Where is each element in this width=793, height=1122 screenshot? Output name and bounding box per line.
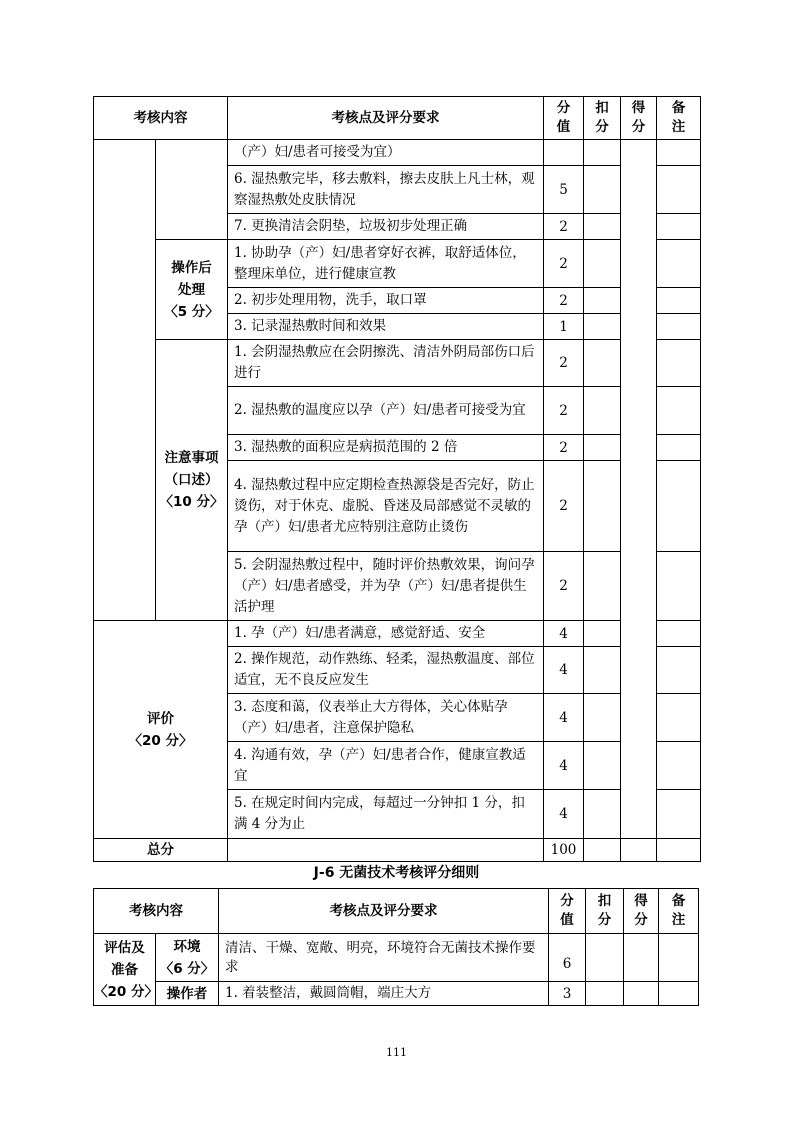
header-remark: 备 注 xyxy=(657,97,701,140)
remark-cell xyxy=(659,982,699,1006)
deduct-cell xyxy=(586,982,624,1006)
table-row xyxy=(94,621,701,647)
deduct-cell xyxy=(584,288,621,314)
requirement-text: 1. 会阴湿热敷应在会阴擦洗、清洁外阴局部伤口后进行 xyxy=(228,340,544,387)
remark-cell xyxy=(657,214,701,240)
deduct-cell xyxy=(584,340,621,387)
requirement-text: 3. 湿热敷的面积应是病损范围的 2 倍 xyxy=(228,435,544,461)
remark-cell xyxy=(657,166,701,214)
header-content: 考核内容 xyxy=(94,889,219,934)
requirement-text: 6. 湿热敷完毕，移去敷料，擦去皮肤上凡士林，观察湿热敷处皮肤情况 xyxy=(228,166,544,214)
value-cell: 3 xyxy=(549,982,586,1006)
requirement-text: 2. 操作规范，动作熟练、轻柔，湿热敷温度、部位适宜，无不良反应发生 xyxy=(228,647,544,694)
total-empty-cell xyxy=(228,839,544,862)
score-cell xyxy=(624,982,659,1006)
total-deduct-cell xyxy=(584,839,621,862)
subcategory-cell-continued xyxy=(156,140,228,240)
deduct-cell xyxy=(586,934,624,982)
total-remark-cell xyxy=(657,839,701,862)
deduct-cell xyxy=(584,314,621,340)
requirement-text: 4. 湿热敷过程中应定期检查热源袋是否完好，防止烫伤，对于休克、虚脱、昏迷及局部感觉不灵敏的孕（产）妇/患者尤应特别注意防止烫伤 xyxy=(228,461,544,552)
value-cell: 4 xyxy=(544,621,584,647)
scoring-table xyxy=(93,96,701,862)
category-evaluation: 评价 〈20 分〉 xyxy=(94,621,228,839)
table-header-row xyxy=(94,97,701,140)
remark-cell xyxy=(657,790,701,839)
requirement-text: 1. 孕（产）妇/患者满意，感觉舒适、安全 xyxy=(228,621,544,647)
score-cell xyxy=(621,140,657,839)
requirement-text: 清洁、干燥、宽敞、明亮，环境符合无菌技术操作要求 xyxy=(219,934,549,982)
total-label: 总分 xyxy=(94,839,228,862)
header-deduct: 扣 分 xyxy=(584,97,621,140)
table-row xyxy=(94,934,699,982)
deduct-cell xyxy=(584,552,621,621)
value-cell: 2 xyxy=(544,461,584,552)
value-cell: 4 xyxy=(544,694,584,742)
value-cell: 4 xyxy=(544,647,584,694)
deduct-cell xyxy=(584,387,621,435)
value-cell: 2 xyxy=(544,240,584,288)
header-deduct: 扣 分 xyxy=(586,889,624,934)
header-score: 得 分 xyxy=(624,889,659,934)
requirement-text: 7. 更换清洁会阴垫，垃圾初步处理正确 xyxy=(228,214,544,240)
table-row xyxy=(94,982,699,1006)
header-remark: 备 注 xyxy=(659,889,699,934)
scoring-table-sterile xyxy=(93,888,699,1006)
remark-cell xyxy=(657,240,701,288)
requirement-text: 2. 湿热敷的温度应以孕（产）妇/患者可接受为宜 xyxy=(228,387,544,435)
deduct-cell xyxy=(584,461,621,552)
header-value: 分 值 xyxy=(544,97,584,140)
score-cell xyxy=(624,934,659,982)
remark-cell xyxy=(657,340,701,387)
deduct-cell xyxy=(584,790,621,839)
requirement-text: 3. 态度和蔼，仪表举止大方得体，关心体贴孕（产）妇/患者，注意保护隐私 xyxy=(228,694,544,742)
remark-cell xyxy=(657,288,701,314)
remark-cell xyxy=(657,621,701,647)
remark-cell xyxy=(657,694,701,742)
value-cell: 2 xyxy=(544,435,584,461)
header-content: 考核内容 xyxy=(94,97,228,140)
value-cell: 2 xyxy=(544,288,584,314)
total-score-cell xyxy=(621,839,657,862)
subcategory-after-operation: 操作后 处理 〈5 分〉 xyxy=(156,240,228,340)
requirement-text: 3. 记录湿热敷时间和效果 xyxy=(228,314,544,340)
subcategory-operator: 操作者 xyxy=(156,982,219,1006)
deduct-cell xyxy=(584,214,621,240)
deduct-cell xyxy=(584,166,621,214)
subcategory-notes: 注意事项 （口述） 〈10 分〉 xyxy=(156,340,228,621)
remark-cell xyxy=(657,435,701,461)
remark-cell xyxy=(659,934,699,982)
value-cell: 5 xyxy=(544,166,584,214)
header-points: 考核点及评分要求 xyxy=(228,97,544,140)
category-cell-continued xyxy=(94,140,156,621)
remark-cell xyxy=(657,387,701,435)
value-cell: 2 xyxy=(544,214,584,240)
page-number: 111 xyxy=(386,1046,407,1059)
total-value: 100 xyxy=(544,839,584,862)
table-row xyxy=(94,140,701,166)
deduct-cell xyxy=(584,647,621,694)
remark-cell xyxy=(657,140,701,166)
remark-cell xyxy=(657,552,701,621)
remark-cell xyxy=(657,647,701,694)
deduct-cell xyxy=(584,621,621,647)
section-title: J-6 无菌技术考核评分细则 xyxy=(313,865,480,881)
value-cell: 2 xyxy=(544,340,584,387)
requirement-text: 1. 协助孕（产）妇/患者穿好衣裤，取舒适体位，整理床单位，进行健康宣教 xyxy=(228,240,544,288)
value-cell xyxy=(544,140,584,166)
remark-cell xyxy=(657,742,701,790)
total-row xyxy=(94,839,701,862)
category-assessment-preparation: 评估及 准备 〈20 分〉 xyxy=(94,934,156,1006)
requirement-text: （产）妇/患者可接受为宜） xyxy=(228,140,544,166)
requirement-text: 1. 着装整洁，戴圆筒帽，端庄大方 xyxy=(219,982,549,1006)
header-score: 得 分 xyxy=(621,97,657,140)
remark-cell xyxy=(657,314,701,340)
table-row xyxy=(94,340,701,387)
table-header-row xyxy=(94,889,699,934)
value-cell: 6 xyxy=(549,934,586,982)
deduct-cell xyxy=(584,742,621,790)
deduct-cell xyxy=(584,694,621,742)
deduct-cell xyxy=(584,435,621,461)
value-cell: 1 xyxy=(544,314,584,340)
requirement-text: 5. 在规定时间内完成，每超过一分钟扣 1 分，扣满 4 分为止 xyxy=(228,790,544,839)
requirement-text: 4. 沟通有效，孕（产）妇/患者合作，健康宣教适宜 xyxy=(228,742,544,790)
value-cell: 4 xyxy=(544,742,584,790)
remark-cell xyxy=(657,461,701,552)
requirement-text: 5. 会阴湿热敷过程中，随时评价热敷效果，询问孕（产）妇/患者感受，并为孕（产）妇/患者提供生活护理 xyxy=(228,552,544,621)
value-cell: 2 xyxy=(544,387,584,435)
deduct-cell xyxy=(584,140,621,166)
header-points: 考核点及评分要求 xyxy=(219,889,549,934)
requirement-text: 2. 初步处理用物，洗手，取口罩 xyxy=(228,288,544,314)
subcategory-environment: 环境 〈6 分〉 xyxy=(156,934,219,982)
value-cell: 2 xyxy=(544,552,584,621)
value-cell: 4 xyxy=(544,790,584,839)
table-row xyxy=(94,240,701,288)
header-value: 分 值 xyxy=(549,889,586,934)
deduct-cell xyxy=(584,240,621,288)
